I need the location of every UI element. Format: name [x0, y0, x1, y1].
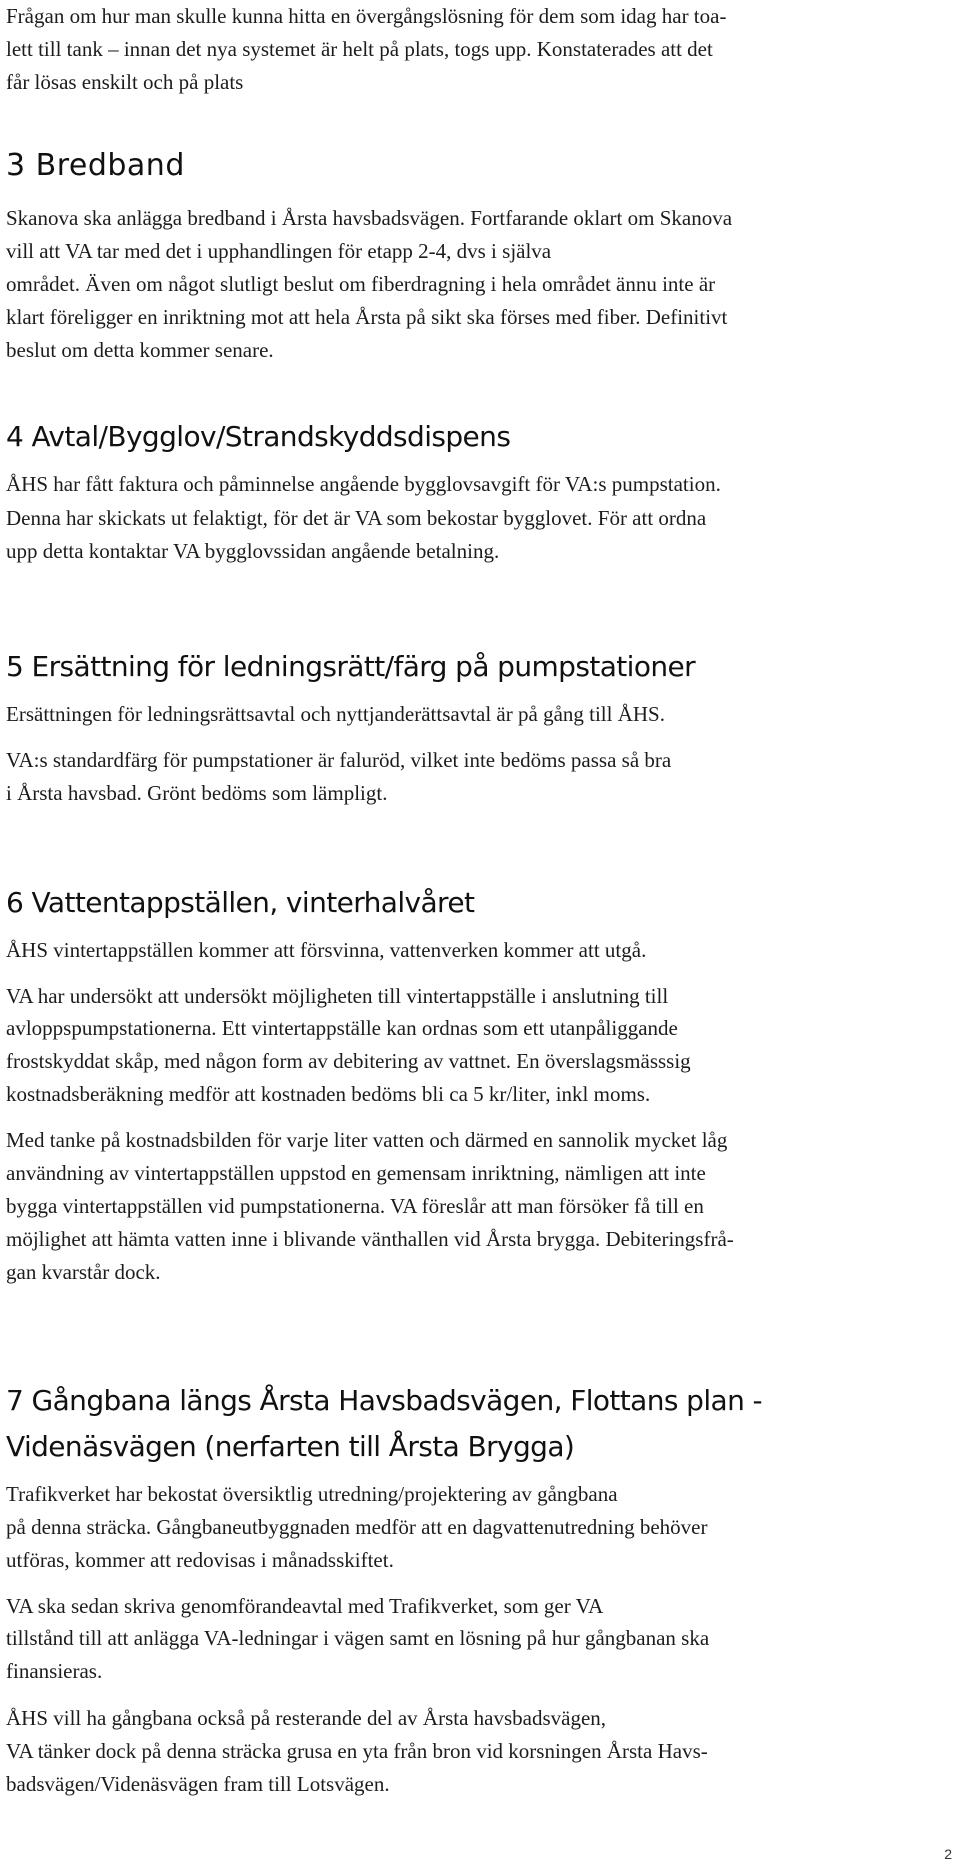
paragraph-line: Skanova ska anlägga bredband i Årsta havsbadsvägen. Fortfarande oklart om Skanova — [6, 206, 733, 230]
section-heading: 5 Ersättning för ledningsrätt/färg på pumpstationer — [6, 650, 696, 683]
paragraph-line: i Årsta havsbad. Grönt bedöms som lämpligt. — [6, 781, 388, 805]
page-number: 2 — [944, 1846, 952, 1862]
intro-line: får lösas enskilt och på plats — [6, 70, 244, 94]
paragraph-line: utföras, kommer att redovisas i månadsskiftet. — [6, 1548, 394, 1572]
paragraph-line: avloppspumpstationerna. Ett vintertappställe kan ordnas som ett utanpåliggande — [6, 1016, 678, 1040]
paragraph-line: finansieras. — [6, 1659, 103, 1683]
paragraph-line: VA ska sedan skriva genomförandeavtal med Trafikverket, som ger VA — [6, 1594, 604, 1618]
paragraph-line: badsvägen/Videnäsvägen fram till Lotsvägen. — [6, 1772, 390, 1796]
paragraph-line: Ersättningen för ledningsrättsavtal och nyttjanderättsavtal är på gång till ÅHS. — [6, 702, 665, 726]
section-heading: 6 Vattentappställen, vinterhalvåret — [6, 886, 475, 919]
paragraph-line: ÅHS har fått faktura och påminnelse angående bygglovsavgift för VA:s pumpstation. — [6, 472, 721, 496]
paragraph-line: på denna sträcka. Gångbaneutbyggnaden medför att en dagvattenutredning behöver — [6, 1515, 708, 1539]
paragraph-line: användning av vintertappställen uppstod en gemensam inriktning, nämligen att inte — [6, 1161, 706, 1185]
section-heading-continued: Videnäsvägen (nerfarten till Årsta Brygga) — [6, 1430, 575, 1463]
intro-line: lett till tank – innan det nya systemet är helt på plats, togs upp. Konstaterades att det — [6, 37, 713, 61]
paragraph-line: VA:s standardfärg för pumpstationer är faluröd, vilket inte bedöms passa så bra — [6, 748, 672, 772]
paragraph-line: ÅHS vintertappställen kommer att försvinna, vattenverken kommer att utgå. — [6, 938, 647, 962]
paragraph-line: Denna har skickats ut felaktigt, för det är VA som bekostar bygglovet. För att ordna — [6, 506, 707, 530]
intro-line: Frågan om hur man skulle kunna hitta en övergångslösning för dem som idag har toa- — [6, 4, 727, 28]
paragraph-line: VA har undersökt att undersökt möjligheten till vintertappställe i anslutning till — [6, 984, 669, 1008]
paragraph-line: tillstånd till att anlägga VA-ledningar i vägen samt en lösning på hur gångbanan ska — [6, 1626, 710, 1650]
paragraph-line: vill att VA tar med det i upphandlingen för etapp 2-4, dvs i själva — [6, 239, 552, 263]
paragraph-line: möjlighet att hämta vatten inne i blivande vänthallen vid Årsta brygga. Debiteringsfrå- — [6, 1227, 734, 1251]
section-heading: 7 Gångbana längs Årsta Havsbadsvägen, Flottans plan - — [6, 1384, 763, 1417]
paragraph-line: området. Även om något slutligt beslut om fiberdragning i hela området ännu inte är — [6, 272, 716, 296]
paragraph-line: bygga vintertappställen vid pumpstationerna. VA föreslår att man försöker få till en — [6, 1194, 704, 1218]
paragraph-line: beslut om detta kommer senare. — [6, 338, 274, 362]
paragraph-line: klart föreligger en inriktning mot att hela Årsta på sikt ska förses med fiber. Definitivt — [6, 305, 728, 329]
paragraph-line: Trafikverket har bekostat översiktlig utredning/projektering av gångbana — [6, 1482, 618, 1506]
paragraph-line: kostnadsberäkning medför att kostnaden bedöms bli ca 5 kr/liter, inkl moms. — [6, 1082, 651, 1106]
paragraph-line: upp detta kontaktar VA bygglovssidan angående betalning. — [6, 539, 500, 563]
paragraph-line: Med tanke på kostnadsbilden för varje liter vatten och därmed en sannolik mycket låg — [6, 1128, 728, 1152]
paragraph-line: ÅHS vill ha gångbana också på resterande del av Årsta havsbadsvägen, — [6, 1706, 607, 1730]
paragraph-line: gan kvarstår dock. — [6, 1260, 161, 1284]
paragraph-line: VA tänker dock på denna sträcka grusa en yta från bron vid korsningen Årsta Havs- — [6, 1739, 708, 1763]
section-heading: 3 Bredband — [6, 148, 185, 183]
paragraph-line: frostskyddat skåp, med någon form av debitering av vattnet. En överslagsmässsig — [6, 1049, 691, 1073]
section-heading: 4 Avtal/Bygglov/Strandskyddsdispens — [6, 420, 511, 453]
